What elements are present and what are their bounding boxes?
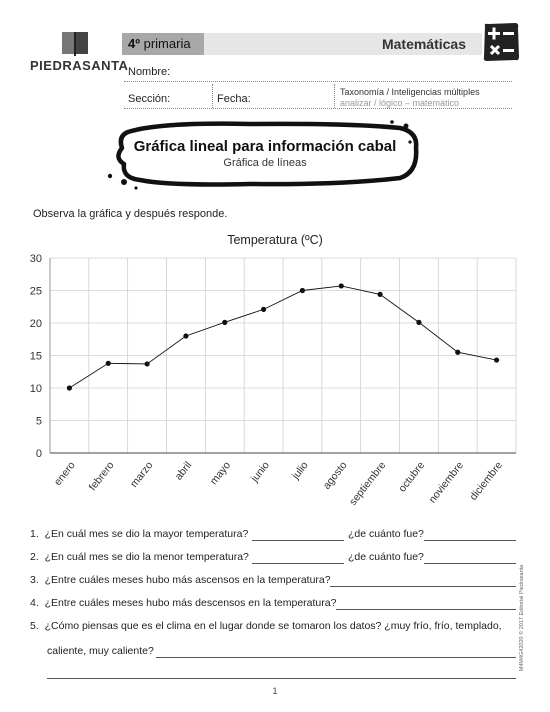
grade-label (128, 36, 191, 51)
x-tick-label: junio (248, 459, 272, 485)
question-1-part-2: ¿de cuánto fue? (348, 528, 424, 540)
taxonomy-value: analizar / lógico – matemático (340, 98, 460, 108)
name-field[interactable] (124, 81, 512, 82)
x-tick-label: diciembre (467, 459, 505, 503)
x-tick-label: septiembre (347, 459, 389, 508)
answer-line-5b[interactable] (47, 678, 516, 679)
brand-logo: PIEDRASANTA (30, 58, 129, 73)
instruction-text: Observa la gráfica y después responde. (33, 208, 228, 220)
data-point (67, 385, 72, 390)
data-point (377, 292, 382, 297)
data-point (183, 333, 188, 338)
x-tick-label: enero (51, 459, 78, 489)
answer-line-2b[interactable] (424, 563, 516, 564)
question-3: 3. ¿Entre cuáles meses hubo más ascensos en la temperatura? (30, 574, 331, 586)
section-date-field[interactable] (124, 108, 512, 109)
copyright-vertical-note: M4M4G42020 © 2017 Editorial Piedrasanta (519, 564, 525, 672)
worksheet-title: Gráfica lineal para información cabal (133, 138, 397, 155)
date-label: Fecha: (217, 93, 251, 105)
data-point (494, 357, 499, 362)
book-logo-icon (60, 30, 90, 56)
y-tick-label: 15 (29, 350, 42, 363)
answer-line-2a[interactable] (252, 563, 344, 564)
answer-line-1b[interactable] (424, 540, 516, 541)
title-splash-banner (100, 118, 422, 192)
field-divider (212, 84, 213, 108)
y-tick-label: 5 (35, 415, 42, 428)
data-point (339, 283, 344, 288)
taxonomy-label: Taxonomía / Inteligencias múltiples (340, 87, 480, 97)
question-1: 1. ¿En cuál mes se dio la mayor temperatura? (30, 528, 249, 540)
y-tick-label: 0 (35, 448, 42, 460)
data-point (106, 361, 111, 366)
data-point (144, 361, 149, 366)
worksheet-subtitle: Gráfica de líneas (223, 157, 307, 169)
field-divider (334, 84, 335, 108)
data-point (455, 350, 460, 355)
answer-line-4[interactable] (336, 609, 516, 610)
section-label: Sección: (128, 93, 171, 105)
data-point (261, 307, 266, 312)
question-5-line-2: caliente, muy caliente? (47, 645, 154, 657)
name-label: Nombre: (128, 66, 171, 78)
x-tick-label: octubre (396, 459, 428, 495)
question-4: 4. ¿Entre cuáles meses hubo más descensos en la temperatura? (30, 597, 337, 609)
y-tick-label: 30 (29, 253, 42, 265)
data-point (222, 320, 227, 325)
data-point (300, 288, 305, 293)
math-operations-icon (482, 22, 520, 62)
y-tick-label: 25 (29, 285, 42, 298)
y-tick-label: 20 (29, 318, 42, 330)
temperature-line-chart (0, 245, 550, 520)
question-5: 5. ¿Cómo piensas que es el clima en el lugar donde se tomaron los datos? ¿muy frío, frío, templado, (30, 620, 502, 632)
page-number: 1 (272, 686, 278, 696)
answer-line-5a[interactable] (156, 657, 516, 658)
chart-title: Temperatura (ºC) (227, 233, 323, 247)
question-2: 2. ¿En cuál mes se dio la menor temperatura? (30, 551, 249, 563)
x-tick-label: noviembre (426, 459, 467, 506)
subject-title: Matemáticas (381, 36, 466, 52)
grade-number: 4º (128, 36, 140, 51)
answer-line-1a[interactable] (252, 540, 344, 541)
x-tick-label: febrero (86, 459, 117, 494)
x-tick-label: agosto (320, 459, 350, 492)
x-tick-label: mayo (207, 459, 234, 488)
x-tick-label: abril (172, 459, 195, 483)
y-tick-label: 10 (29, 383, 42, 395)
x-tick-label: marzo (128, 459, 156, 490)
x-tick-label: julio (289, 459, 311, 482)
data-point (416, 320, 421, 325)
question-2-part-2: ¿de cuánto fue? (348, 551, 424, 563)
answer-line-3[interactable] (330, 586, 516, 587)
grade-word: primaria (143, 36, 191, 51)
